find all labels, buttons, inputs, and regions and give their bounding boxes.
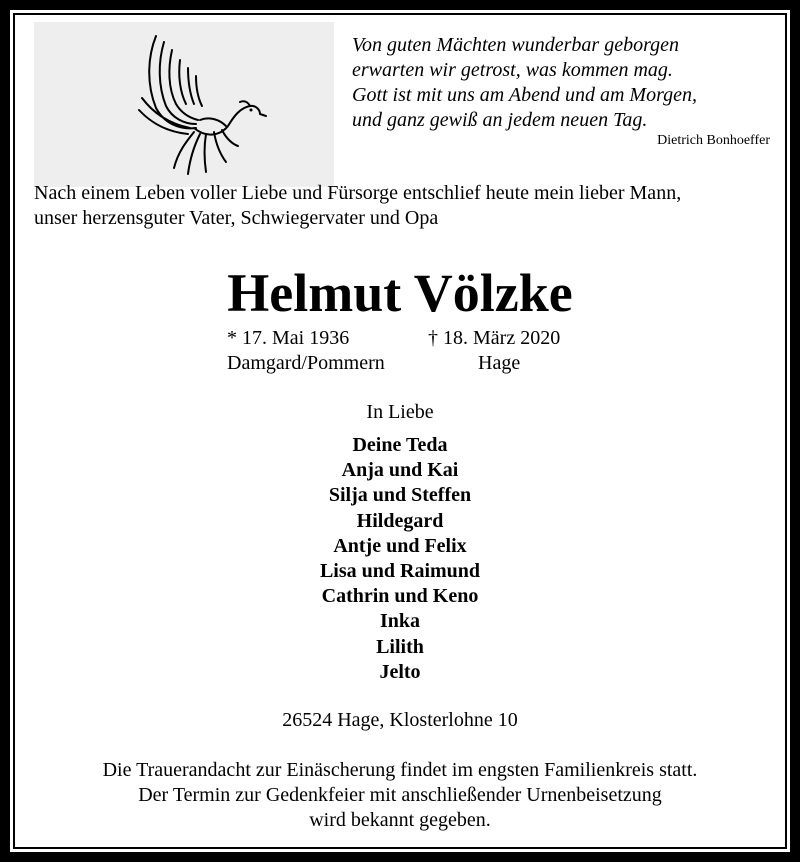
birth-place: Damgard/Pommern	[227, 352, 385, 374]
mourner-name: Silja und Steffen	[328, 484, 472, 507]
intro-line: unser herzensguter Vater, Schwiegervater und Opa	[34, 207, 439, 229]
deceased-name: Helmut Völzke	[227, 263, 573, 323]
mourner-name: Anja und Kai	[341, 459, 459, 482]
notice-line: Die Trauerandacht zur Einäscherung findet im engsten Familienkreis statt.	[102, 759, 698, 781]
poem-line: Von guten Mächten wunderbar geborgen	[352, 34, 679, 56]
funeral-notice	[0, 758, 800, 833]
poem-line: und ganz gewiß an jedem neuen Tag.	[352, 109, 648, 131]
mourner-name: Jelto	[379, 660, 421, 683]
mourner-name: Lilith	[376, 635, 424, 658]
mourner-name: Lisa und Raimund	[319, 560, 481, 583]
mourner-name: Antje und Felix	[333, 534, 467, 557]
notice-line: wird bekannt gegeben.	[309, 809, 491, 831]
mourner-name: Cathrin und Keno	[321, 585, 479, 608]
dove-icon	[134, 28, 274, 183]
poem	[352, 33, 772, 133]
address: 26524 Hage, Klosterlohne 10	[282, 709, 518, 731]
poem-author: Dietrich Bonhoeffer	[657, 133, 770, 148]
death-place: Hage	[478, 352, 521, 374]
intro-text	[34, 181, 774, 231]
in-love-label: In Liebe	[366, 401, 434, 423]
mourner-name: Inka	[379, 610, 421, 633]
poem-line: erwarten wir getrost, was kommen mag.	[352, 59, 673, 81]
birth-date: * 17. Mai 1936	[227, 327, 350, 349]
mourners-list	[0, 433, 800, 685]
mourner-name: Hildegard	[356, 509, 444, 532]
dove-panel	[34, 22, 334, 187]
mourner-name: Deine Teda	[352, 434, 448, 456]
notice-line: Der Termin zur Gedenkfeier mit anschließender Urnenbeisetzung	[138, 784, 662, 806]
death-date: † 18. März 2020	[428, 327, 561, 349]
poem-line: Gott ist mit uns am Abend und am Morgen,	[352, 84, 697, 106]
intro-line: Nach einem Leben voller Liebe und Fürsorge entschlief heute mein lieber Mann,	[34, 182, 682, 204]
